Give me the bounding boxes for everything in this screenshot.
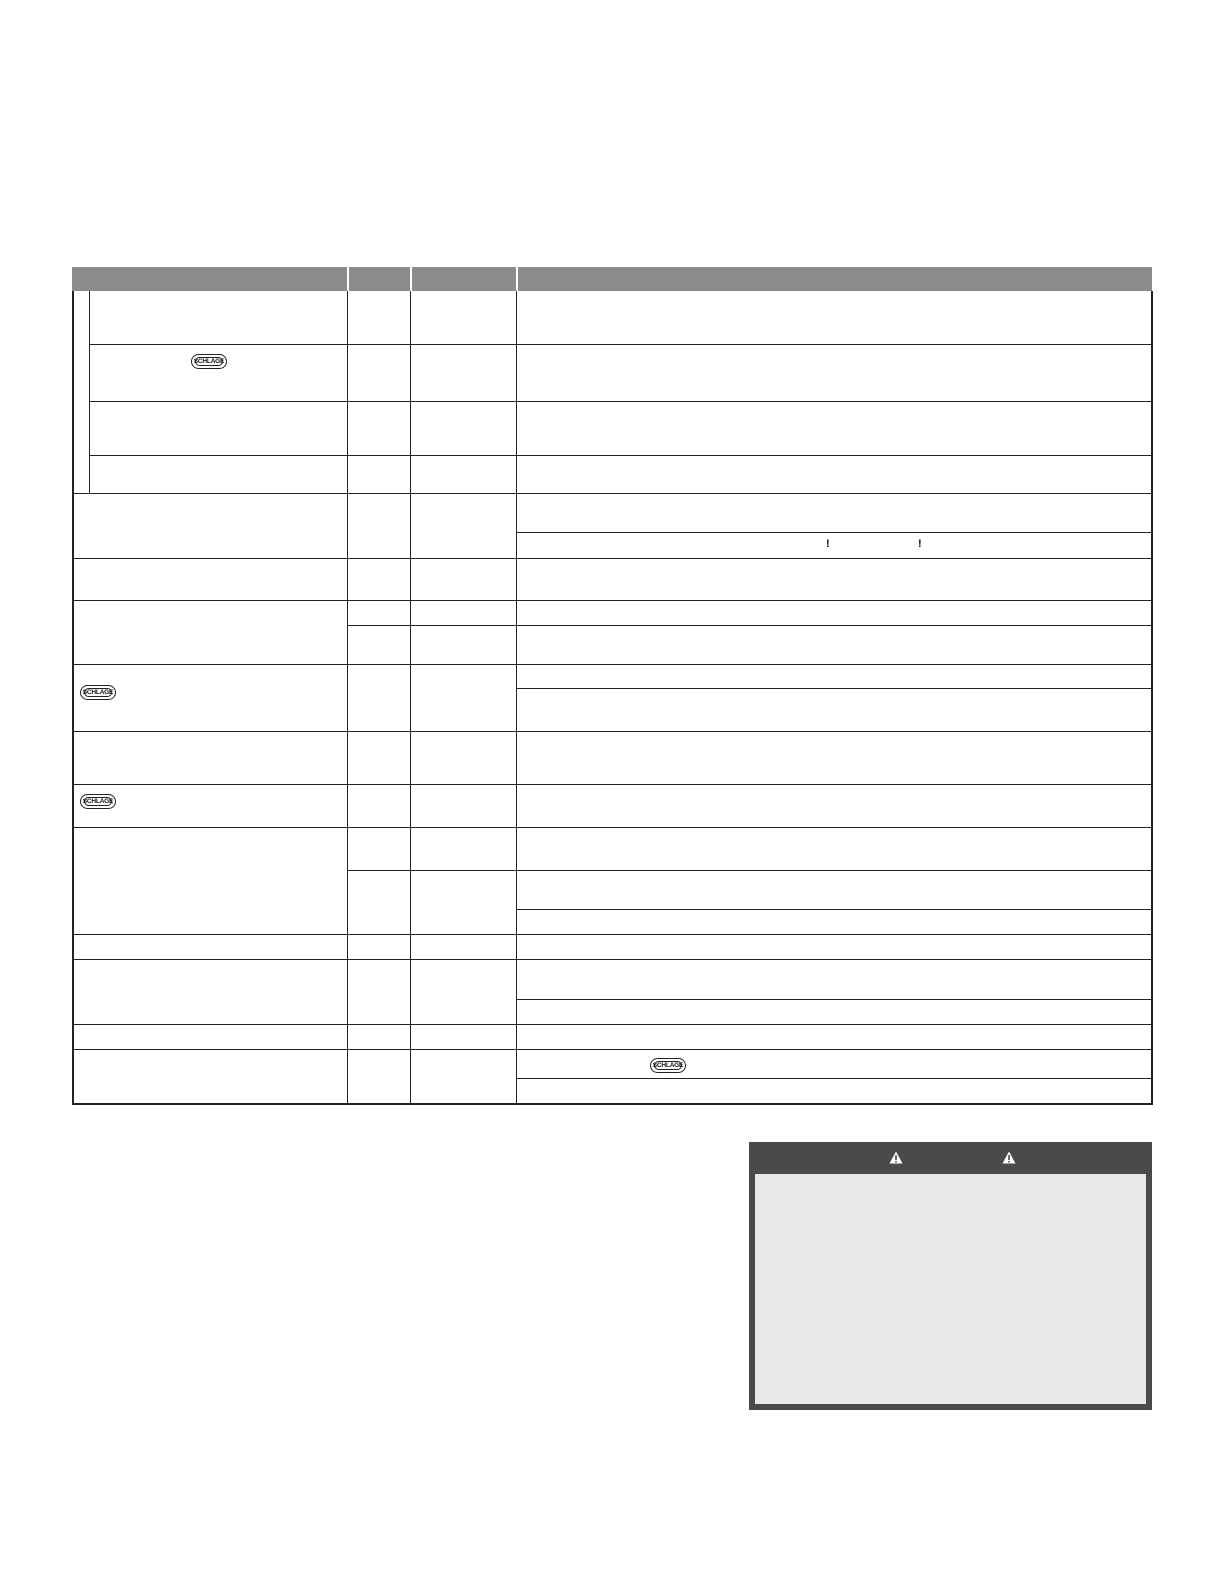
row-rule xyxy=(72,731,1152,732)
row-rule xyxy=(72,493,1152,494)
exclamation-mark: ! xyxy=(918,538,922,550)
row-rule xyxy=(72,827,1152,828)
row-rule xyxy=(516,999,1152,1000)
row-rule xyxy=(516,1078,1152,1079)
header-divider xyxy=(410,267,412,291)
column-divider xyxy=(410,291,411,1104)
row-rule xyxy=(72,934,1152,935)
header-divider xyxy=(516,267,518,291)
schlage-logo: SCHLAGE xyxy=(80,685,116,700)
row-rule xyxy=(347,625,1152,626)
table-border-right xyxy=(1151,291,1153,1104)
row-rule xyxy=(72,1049,1152,1050)
row-rule xyxy=(72,664,1152,665)
warning-triangle-icon xyxy=(889,1151,903,1164)
row-rule xyxy=(89,401,1152,402)
group-divider xyxy=(89,291,90,493)
warning-content xyxy=(755,1174,1146,1404)
table-header xyxy=(72,267,1152,291)
table-border-left xyxy=(72,291,74,1104)
column-divider xyxy=(516,291,517,1104)
schlage-logo: SCHLAGE xyxy=(191,354,227,369)
warning-triangle-icon xyxy=(1002,1151,1016,1164)
row-rule xyxy=(72,784,1152,785)
table-border-bottom xyxy=(72,1103,1153,1105)
column-divider xyxy=(347,291,348,1104)
row-rule xyxy=(516,909,1152,910)
row-rule xyxy=(347,870,1152,871)
warning-panel xyxy=(749,1142,1152,1410)
exclamation-mark: ! xyxy=(826,538,830,550)
row-rule xyxy=(72,1024,1152,1025)
row-rule xyxy=(72,558,1152,559)
row-rule xyxy=(72,959,1152,960)
row-rule xyxy=(89,344,1152,345)
row-rule xyxy=(516,532,1152,533)
row-rule xyxy=(72,600,1152,601)
row-rule xyxy=(89,455,1152,456)
row-rule xyxy=(516,688,1152,689)
header-divider xyxy=(347,267,349,291)
schlage-logo: SCHLAGE xyxy=(650,1058,686,1073)
schlage-logo: SCHLAGE xyxy=(80,794,116,809)
